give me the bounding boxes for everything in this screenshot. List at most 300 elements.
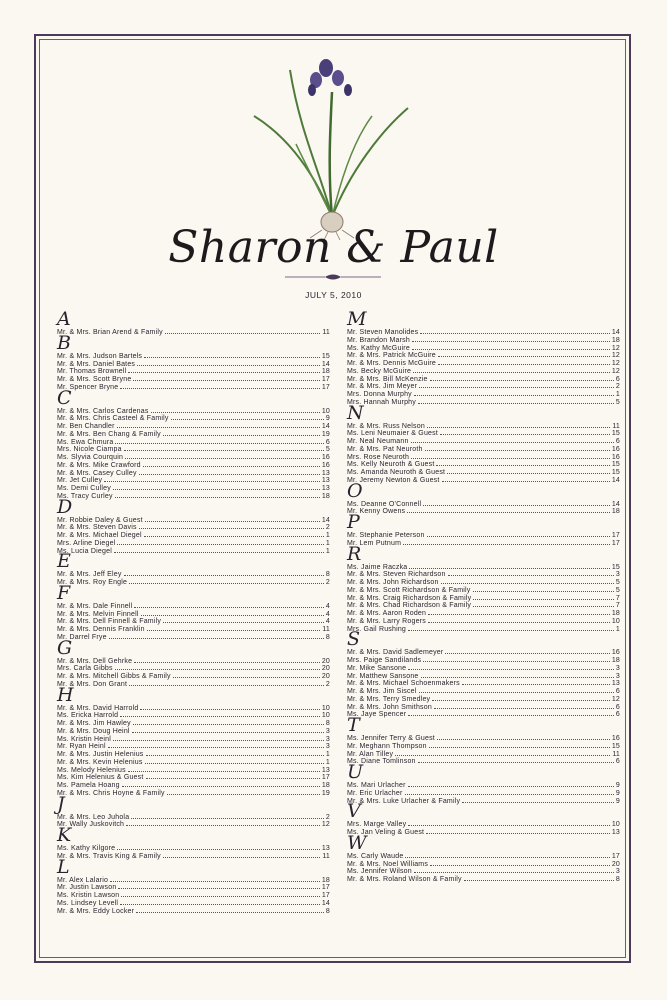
guest-row <box>347 344 620 352</box>
dot-leader <box>146 750 324 756</box>
section-letter: B <box>57 331 71 354</box>
table-number: 5 <box>615 579 620 586</box>
guest-row <box>347 875 620 883</box>
table-number: 17 <box>321 884 330 892</box>
table-number: 14 <box>611 476 620 484</box>
letter-group-m <box>347 308 620 406</box>
dot-leader <box>128 367 319 373</box>
guest-name: Ms. Ewa Chmura <box>57 438 114 446</box>
guest-row <box>347 453 620 461</box>
guest-name: Ms. Kim Helenius & Guest <box>57 774 144 782</box>
guest-row <box>347 476 620 484</box>
section-letter: G <box>57 636 73 659</box>
table-number: 4 <box>325 618 330 626</box>
guest-row <box>347 679 620 687</box>
section-letter: J <box>57 792 65 815</box>
guest-name: Mr. Eric Urlacher <box>347 789 403 797</box>
table-number: 4 <box>325 602 330 610</box>
dot-leader <box>117 539 323 545</box>
table-number: 13 <box>611 680 620 688</box>
table-number: 6 <box>615 758 620 766</box>
dot-leader <box>144 531 324 537</box>
table-number: 17 <box>321 383 330 391</box>
guest-name: Mr. & Mrs. David Harrold <box>57 704 139 712</box>
dot-leader <box>129 680 324 686</box>
guest-row <box>347 664 620 672</box>
guest-name: Mr. & Mrs. Dennis McGuire <box>347 360 437 367</box>
guest-row <box>57 680 330 688</box>
table-number: 12 <box>611 695 620 703</box>
section-letter: F <box>57 581 71 604</box>
guest-row <box>57 383 330 391</box>
guest-row <box>347 710 620 718</box>
guest-row <box>347 398 620 406</box>
guest-name: Mr. & Mrs. Dell Finnell & Family <box>57 618 162 626</box>
guest-name: Mrs. Carla Gibbs <box>57 665 113 673</box>
guest-row <box>57 492 330 500</box>
table-number: 6 <box>325 438 330 446</box>
dot-leader <box>137 360 320 366</box>
dot-leader <box>438 359 610 365</box>
table-number: 12 <box>611 367 620 375</box>
table-number: 20 <box>611 860 620 868</box>
guest-row <box>57 758 330 766</box>
table-number: 18 <box>611 336 620 344</box>
guest-name: Mr. & Mrs. Dennis Franklin <box>57 626 145 633</box>
guest-name: Ms. Becky McGuire <box>347 367 412 375</box>
guest-row <box>57 375 330 383</box>
guest-name: Mr. & Mrs. Carlos Cardenas <box>57 407 149 415</box>
dot-leader <box>141 610 324 616</box>
table-number: 18 <box>321 368 330 376</box>
table-number: 15 <box>611 430 620 438</box>
table-number: 8 <box>325 907 330 915</box>
guest-row <box>57 516 330 524</box>
guest-name: Mr. Alex Lalario <box>57 876 109 884</box>
dot-leader <box>151 407 320 413</box>
table-number: 17 <box>611 532 620 539</box>
table-number: 2 <box>325 524 330 532</box>
guest-row <box>347 601 620 609</box>
section-letter: A <box>57 308 71 330</box>
couple-names: Sharon & Paul <box>168 222 499 273</box>
guest-row <box>57 430 330 438</box>
table-number: 12 <box>321 821 330 829</box>
section-letter: V <box>347 800 361 823</box>
table-number: 11 <box>612 422 620 430</box>
dot-leader <box>414 867 614 873</box>
guest-name: Mr. & Mrs. Kevin Helenius <box>57 758 143 766</box>
table-number: 1 <box>325 532 330 539</box>
table-number: 14 <box>321 423 330 430</box>
dot-leader <box>117 422 320 428</box>
table-number: 16 <box>611 649 620 657</box>
dot-leader <box>428 609 610 615</box>
table-number: 6 <box>615 438 620 445</box>
guest-row <box>347 563 620 571</box>
guest-row <box>347 460 620 468</box>
dot-leader <box>427 422 610 428</box>
guest-name: Mr. & Mrs. Chad Richardson & Family <box>347 602 472 610</box>
guest-row <box>57 360 330 368</box>
guest-name: Mr. Steven Manolides <box>347 329 419 336</box>
section-letter: L <box>57 855 70 878</box>
dot-leader <box>408 820 610 826</box>
flourish-divider <box>285 272 381 282</box>
guest-row <box>57 789 330 797</box>
guest-name: Mr. & Mrs. Judson Bartels <box>57 352 143 360</box>
guest-row <box>57 484 330 492</box>
guest-name: Ms. Jaye Spencer <box>347 711 407 719</box>
guest-name: Mr. Darrel Frye <box>57 633 107 641</box>
guest-row <box>57 711 330 719</box>
table-number: 16 <box>611 453 620 461</box>
guest-name: Mr. & Mrs. Roy Engle <box>57 579 128 586</box>
table-number: 20 <box>321 657 330 665</box>
guest-row <box>57 844 330 852</box>
guest-name: Mr. Justin Lawson <box>57 884 117 892</box>
table-number: 5 <box>615 398 620 406</box>
guest-row <box>347 390 620 398</box>
guest-row <box>57 453 330 461</box>
guest-row <box>347 781 620 789</box>
guest-row <box>57 523 330 531</box>
guest-name: Mr. & Mrs. Steven Davis <box>57 524 137 532</box>
guest-name: Mr. Neal Neumann <box>347 438 409 445</box>
dot-leader <box>405 789 614 795</box>
table-number: 3 <box>325 735 330 743</box>
guest-row <box>57 664 330 672</box>
table-number: 15 <box>611 469 620 476</box>
section-letter: R <box>347 542 362 565</box>
dot-leader <box>171 414 324 420</box>
guest-name: Ms. Kristin Lawson <box>57 892 120 899</box>
guest-name: Mr. & Mrs. Steven Richardson <box>347 571 446 579</box>
table-number: 18 <box>611 657 620 664</box>
dot-leader <box>408 625 614 631</box>
guest-name: Mr. & Mrs. John Richardson <box>347 579 439 586</box>
section-letter: C <box>57 386 72 409</box>
guest-name: Mr. & Mrs. Noel Williams <box>347 860 429 868</box>
guest-name: Mrs. Rose Neuroth <box>347 453 410 461</box>
guest-name: Mr. & Mrs. Travis King & Family <box>57 852 161 860</box>
dot-leader <box>430 860 610 866</box>
guest-row <box>347 586 620 594</box>
dot-leader <box>145 516 320 522</box>
dot-leader <box>163 852 321 858</box>
guest-row <box>57 907 330 915</box>
dot-leader <box>129 578 324 584</box>
dot-leader <box>113 735 324 741</box>
guest-name: Ms. Lindsey Levell <box>57 899 119 907</box>
table-number: 10 <box>611 821 620 829</box>
guest-row <box>57 781 330 789</box>
guest-row <box>347 328 620 336</box>
guest-name: Mr. & Mrs. Mitchell Gibbs & Family <box>57 673 171 680</box>
guest-row <box>57 445 330 453</box>
guest-name: Mr. Stephanie Peterson <box>347 532 425 539</box>
dot-leader <box>421 672 614 678</box>
guest-row <box>57 438 330 446</box>
dot-leader <box>115 492 320 498</box>
guest-name: Mr. & Mrs. Don Grant <box>57 680 128 688</box>
table-number: 13 <box>321 845 330 852</box>
guest-row <box>347 336 620 344</box>
guest-row <box>57 578 330 586</box>
guest-row <box>347 860 620 868</box>
guest-name: Mr. Wally Juskovitch <box>57 821 125 829</box>
guest-row <box>347 742 620 750</box>
guest-row <box>57 328 330 336</box>
guest-row <box>347 625 620 633</box>
dot-leader <box>442 476 610 482</box>
dot-leader <box>120 899 320 905</box>
guest-row <box>57 625 330 633</box>
table-number: 13 <box>611 829 620 836</box>
table-number: 9 <box>615 789 620 797</box>
dot-leader <box>139 523 324 529</box>
dot-leader <box>132 727 324 733</box>
table-number: 2 <box>615 383 620 391</box>
guest-name: Mr. & Mrs. Dell Gehrke <box>57 657 133 665</box>
table-number: 2 <box>325 680 330 688</box>
table-number: 13 <box>321 485 330 492</box>
table-number: 7 <box>615 602 620 610</box>
section-letter: H <box>57 683 74 706</box>
guest-name: Ms. Carly Waude <box>347 852 404 860</box>
section-letter: O <box>347 479 363 502</box>
guest-name: Ms. Kristin Heinl <box>57 735 111 743</box>
dot-leader <box>126 820 320 826</box>
table-number: 19 <box>321 430 330 438</box>
guest-row <box>57 820 330 828</box>
table-number: 3 <box>615 571 620 579</box>
guest-row <box>57 461 330 469</box>
dot-leader <box>408 781 614 787</box>
table-number: 14 <box>321 899 330 907</box>
table-number: 17 <box>611 539 620 547</box>
guest-row <box>347 617 620 625</box>
table-number: 12 <box>611 352 620 360</box>
guest-row <box>347 468 620 476</box>
section-letter: E <box>57 550 71 573</box>
guest-row <box>57 657 330 665</box>
section-letter: K <box>57 824 72 846</box>
table-number: 18 <box>321 876 330 884</box>
table-number: 6 <box>615 375 620 383</box>
table-number: 9 <box>615 782 620 789</box>
section-letter: S <box>347 628 361 651</box>
dot-leader <box>413 367 610 373</box>
dot-leader <box>134 657 320 663</box>
dot-leader <box>473 594 614 600</box>
guest-name: Mr. Spencer Bryne <box>57 383 119 391</box>
dot-leader <box>173 672 320 678</box>
dot-leader <box>131 813 324 819</box>
guest-name: Mr. & Mrs. Pat Neuroth <box>347 445 423 453</box>
dot-leader <box>403 539 610 545</box>
guest-name: Ms. Jennifer Wilson <box>347 868 412 876</box>
guest-row <box>347 375 620 383</box>
guest-row <box>57 883 330 891</box>
dot-leader <box>124 445 324 451</box>
guest-name: Ms. Deanne O'Connell <box>347 500 422 508</box>
dot-leader <box>408 710 614 716</box>
dot-leader <box>427 531 610 537</box>
guest-row <box>57 633 330 641</box>
dot-leader <box>407 507 610 513</box>
guest-row <box>57 531 330 539</box>
guest-row <box>347 695 620 703</box>
table-number: 4 <box>325 610 330 618</box>
dot-leader <box>395 750 610 756</box>
guest-name: Mr. Thomas Brownell <box>57 368 127 376</box>
guest-name: Mr. & Mrs. Ben Chang & Family <box>57 430 161 438</box>
letter-group-a <box>57 308 330 336</box>
table-number: 3 <box>325 727 330 735</box>
dot-leader <box>115 664 320 670</box>
guest-row <box>347 382 620 390</box>
guest-row <box>347 789 620 797</box>
table-number: 6 <box>615 711 620 719</box>
dot-leader <box>441 578 614 584</box>
guest-row <box>57 570 330 578</box>
dot-leader <box>429 742 610 748</box>
guest-name: Ms. Tracy Curley <box>57 492 113 500</box>
table-number: 17 <box>321 774 330 782</box>
guest-row <box>347 594 620 602</box>
table-number: 2 <box>325 813 330 821</box>
section-letter: W <box>347 831 367 854</box>
guest-row <box>57 367 330 375</box>
table-number: 13 <box>321 477 330 485</box>
guest-name: Mr. Kenny Owens <box>347 508 406 516</box>
guest-row <box>347 820 620 828</box>
guest-name: Mr. & Mrs. Craig Richardson & Family <box>347 594 472 602</box>
dot-leader <box>462 679 610 685</box>
guest-row <box>347 570 620 578</box>
dot-leader <box>147 625 321 631</box>
guest-name: Mr. & Mrs. Aaron Roden <box>347 610 427 617</box>
guest-name: Mr. & Mrs. Leo Juhola <box>57 813 130 821</box>
dot-leader <box>418 398 614 404</box>
table-number: 17 <box>611 852 620 860</box>
guest-name: Ms. Jennifer Terry & Guest <box>347 735 435 742</box>
dot-leader <box>121 891 319 897</box>
dot-leader <box>134 602 324 608</box>
guest-name: Mr. Ben Chandler <box>57 423 115 430</box>
guest-row <box>347 757 620 765</box>
guest-row <box>57 899 330 907</box>
guest-row <box>347 656 620 664</box>
guest-name: Ms. Amanda Neuroth & Guest <box>347 469 446 476</box>
table-number: 1 <box>325 758 330 766</box>
table-number: 11 <box>322 329 330 336</box>
guest-row <box>347 539 620 547</box>
dot-leader <box>448 570 614 576</box>
dot-leader <box>136 907 324 913</box>
guest-row <box>57 610 330 618</box>
guest-name: Mr. & Mrs. Jim Siscel <box>347 688 417 695</box>
guest-row <box>57 407 330 415</box>
guest-row <box>57 876 330 884</box>
guest-name: Mr. & Mrs. Scott Richardson & Family <box>347 586 471 594</box>
guest-name: Mr. & Mrs. Chris Hoyne & Family <box>57 789 165 797</box>
table-number: 19 <box>321 789 330 797</box>
table-number: 10 <box>321 704 330 712</box>
dot-leader <box>140 704 319 710</box>
guest-row <box>57 476 330 484</box>
guest-row <box>57 469 330 477</box>
dot-leader <box>163 430 320 436</box>
table-number: 16 <box>321 461 330 469</box>
guest-row <box>347 367 620 375</box>
dot-leader <box>124 570 324 576</box>
table-number: 18 <box>611 508 620 516</box>
guest-row <box>347 687 620 695</box>
guest-name: Ms. Pamela Hoang <box>57 782 120 789</box>
guest-row <box>347 734 620 742</box>
guest-row <box>347 359 620 367</box>
table-number: 16 <box>321 454 330 461</box>
guest-row <box>57 704 330 712</box>
dot-leader <box>426 828 610 834</box>
table-number: 18 <box>321 492 330 500</box>
dot-leader <box>434 703 614 709</box>
guest-row <box>57 773 330 781</box>
guest-name: Mr. Brandon Marsh <box>347 336 410 344</box>
dot-leader <box>412 336 610 342</box>
dot-leader <box>447 468 610 474</box>
guest-name: Mr. Jeremy Newton & Guest <box>347 476 440 484</box>
guest-name: Mr. & Mrs. Scott Bryne <box>57 376 132 383</box>
guest-name: Ms. Jan Veling & Guest <box>347 829 425 836</box>
guest-row <box>347 672 620 680</box>
table-number: 6 <box>615 688 620 695</box>
guest-row <box>347 437 620 445</box>
table-number: 12 <box>611 344 620 352</box>
guest-name: Mr. Matthew Sansone <box>347 672 419 680</box>
dot-leader <box>143 461 320 467</box>
dot-leader <box>440 429 610 435</box>
dot-leader <box>432 695 610 701</box>
guest-name: Mr. & Mrs. Doug Heinl <box>57 727 130 735</box>
guest-name: Ms. Kelly Neuroth & Guest <box>347 461 435 469</box>
dot-leader <box>115 438 323 444</box>
guest-name: Mr. & Mrs. Luke Urlacher & Family <box>347 797 461 805</box>
right-column <box>347 308 620 883</box>
guest-name: Mrs. Nicole Ciampa <box>57 446 122 454</box>
guest-name: Ms. Jaime Raczka <box>347 563 408 571</box>
dot-leader <box>423 500 610 506</box>
table-number: 1 <box>325 547 330 555</box>
table-number: 8 <box>325 571 330 579</box>
table-number: 1 <box>615 625 620 633</box>
guest-name: Mr. & Mrs. Bill McKenzie <box>347 375 428 383</box>
dot-leader <box>409 563 609 569</box>
table-number: 18 <box>611 610 620 617</box>
guest-name: Ms. Kathy Kilgore <box>57 845 116 852</box>
dot-leader <box>120 711 320 717</box>
guest-name: Ms. Slyvia Courquin <box>57 454 124 461</box>
guest-row <box>57 766 330 774</box>
guest-name: Ms. Melody Helenius <box>57 766 126 774</box>
left-column <box>57 308 330 915</box>
dot-leader <box>133 375 319 381</box>
dot-leader <box>464 875 614 881</box>
dot-leader <box>113 484 320 490</box>
guest-row <box>57 617 330 625</box>
